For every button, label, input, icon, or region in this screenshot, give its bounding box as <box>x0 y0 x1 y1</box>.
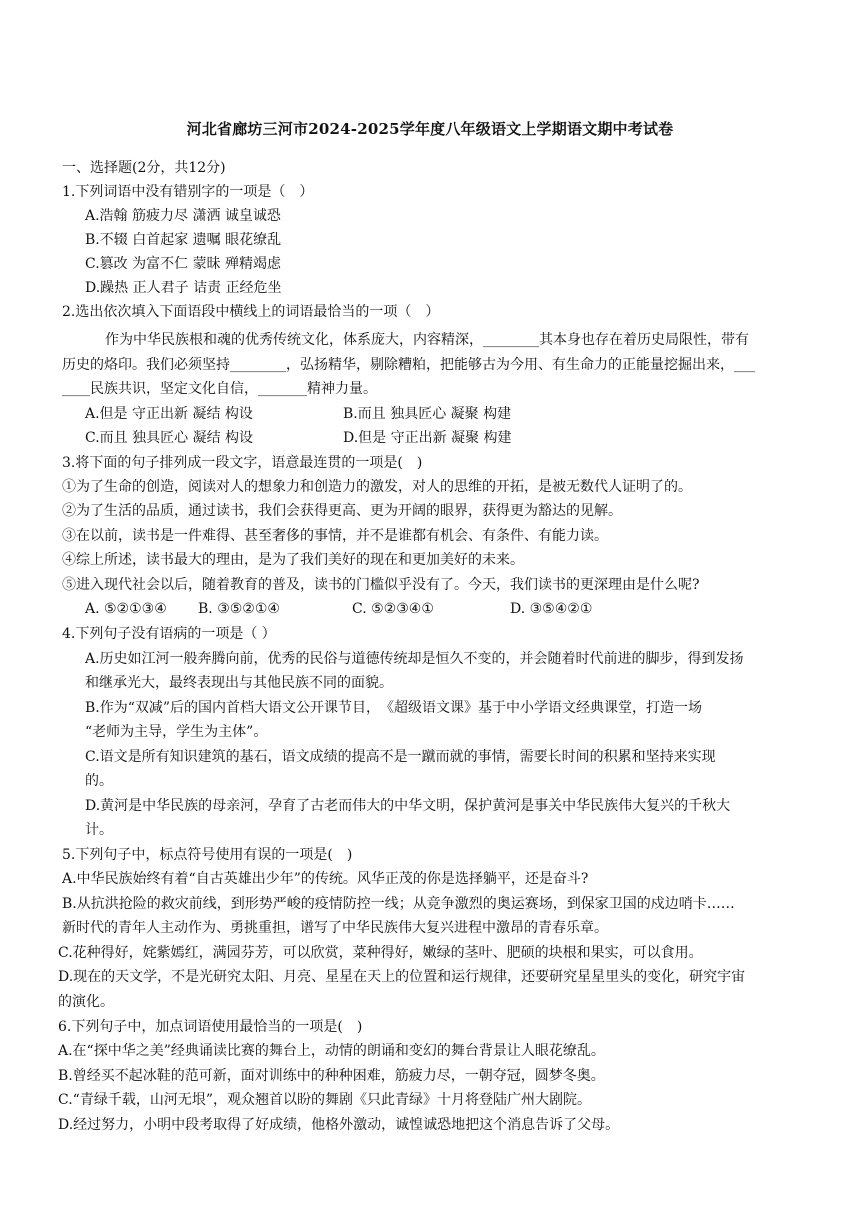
question-5-stem: 5.下列句子中，标点符号使用有误的一项是( ) <box>62 847 353 863</box>
question-4-stem: 4.下列句子没有语病的一项是（ ） <box>62 626 276 642</box>
question-2-option-a: A.但是 守正出新 凝结 构设 <box>85 406 253 422</box>
question-6-option-c: C.“青绿千载，山河无垠”，观众翘首以盼的舞剧《只此青绿》十月将登陆广州大剧院。 <box>58 1092 591 1108</box>
question-1-option-d: D.躁热 正人君子 诘责 正经危坐 <box>85 280 282 296</box>
question-4-option-b-line-2: “老师为主导，学生为主体”。 <box>85 724 268 740</box>
question-4-option-b-line-1: B.作为“双减”后的国内首档大语文公开课节目， 《超级语文课》基于中小学语文经典课堂，打造一场 <box>85 700 703 716</box>
question-3-sentence-1: ①为了生命的创造，阅读对人的想象力和创造力的激发，对人的思维的开拓，是被无数代人证明了的。 <box>62 479 692 495</box>
question-2-option-c: C.而且 独具匠心 凝结 构设 <box>85 430 254 446</box>
question-1-option-a: A.浩翰 筋疲力尽 潇洒 诚皇诚恐 <box>85 208 281 224</box>
question-3-sentence-2: ②为了生活的品质，通过读书，我们会获得更高、更为开阔的眼界，获得更为豁达的见解。 <box>62 503 622 519</box>
question-4-option-d-line-2: 计。 <box>85 822 113 838</box>
question-2-passage-line-1: 作为中华民族根和魂的优秀传统文化，体系庞大，内容精深，________其本身也存在着历史局限性，带有 <box>105 332 749 348</box>
question-5-option-c: C.花种得好，姹紫嫣红，满园芬芳，可以欣赏，菜种得好，嫩绿的茎叶、肥硕的块根和果实，可以食用。 <box>58 945 703 961</box>
question-4-option-c-line-1: C.语文是所有知识建筑的基石，语文成绩的提高不是一蹴而就的事情，需要长时间的积累和坚持来实现 <box>85 749 716 765</box>
question-1-stem: 1.下列词语中没有错别字的一项是（ ） <box>62 184 314 200</box>
section-heading: 一、选择题(2分，共12分) <box>62 160 226 176</box>
question-2-option-b: B.而且 独具匠心 凝聚 构建 <box>343 406 512 422</box>
question-5-option-b-line-1: B.从抗洪抢险的救灾前线，到形势严峻的疫情防控一线；从竞争激烈的奥运赛场，到保家卫国的戍边哨卡…… <box>62 896 735 912</box>
question-2-option-d: D.但是 守正出新 凝聚 构建 <box>343 430 512 446</box>
question-3-option-a: A. ⑤②①③④ <box>85 601 167 617</box>
question-6-option-a: A.在“探中华之美”经典诵读比赛的舞台上，动情的朗诵和变幻的舞台背景让人眼花缭乱。 <box>58 1043 605 1059</box>
question-1-option-b: B.不辍 白首起家 遗嘱 眼花缭乱 <box>85 232 282 248</box>
question-3-sentence-4: ④综上所述，读书最大的理由，是为了我们美好的现在和更加美好的未来。 <box>62 552 524 568</box>
question-3-stem: 3.将下面的句子排列成一段文字，语意最连贯的一项是( ) <box>62 455 423 471</box>
question-3-sentence-3: ③在以前，读书是一件难得、甚至奢侈的事情，并不是谁都有机会、有条件、有能力读。 <box>62 528 608 544</box>
question-6-option-b: B.曾经买不起冰鞋的范可新，面对训练中的种种困难，筋疲力尽，一朝夺冠，圆梦冬奥。 <box>58 1068 605 1084</box>
question-3-option-b: B. ③⑤②①④ <box>198 601 280 617</box>
question-5-option-d-line-1: D.现在的天文学，不是光研究太阳、月亮、星星在天上的位置和运行规律，还要研究星星里头的变化，研究宇宙 <box>58 969 746 985</box>
exam-title: 河北省廊坊三河市2024-2025学年度八年级语文上学期语文期中考试卷 <box>186 120 674 138</box>
question-6-option-d: D.经过努力，小明中段考取得了好成绩，他格外激动，诚惶诚恐地把这个消息告诉了父母。 <box>58 1117 620 1133</box>
question-1-option-c: C.篡改 为富不仁 蒙昧 殚精竭虑 <box>85 256 282 272</box>
question-2-stem: 2.选出依次填入下面语段中横线上的词语最恰当的一项（ ） <box>62 304 440 320</box>
question-5-option-b-line-2: 新时代的青年人主动作为、勇挑重担，谱写了中华民族伟大复兴进程中激昂的青春乐章。 <box>62 920 608 936</box>
question-4-option-c-line-2: 的。 <box>85 773 113 789</box>
question-2-passage-line-3: ____民族共识，坚定文化自信，_______精神力量。 <box>62 381 377 397</box>
question-4-option-d-line-1: D.黄河是中华民族的母亲河，孕育了古老而伟大的中华文明，保护黄河是事关中华民族伟大复兴的千秋大 <box>85 798 731 814</box>
question-2-passage-line-2: 历史的烙印。我们必须坚持________，弘扬精华，剔除糟粕，把能够古为今用、有生命力的正能量挖掘出来，___ <box>62 357 755 373</box>
question-5-option-a: A.中华民族始终有着“自古英雄出少年”的传统。风华正茂的你是选择躺平，还是奋斗? <box>62 871 589 887</box>
question-6-stem: 6.下列句子中，加点词语使用最恰当的一项是( ) <box>58 1019 363 1035</box>
question-4-option-a-line-2: 和继承光大，最终表现出与其他民族不同的面貌。 <box>85 675 393 691</box>
question-4-option-a-line-1: A.历史如江河一般奔腾向前，优秀的民俗与道德传统却是恒久不变的，并会随着时代前进的脚步，得到发扬 <box>85 651 744 667</box>
question-3-sentence-5: ⑤进入现代社会以后，随着教育的普及，读书的门槛似乎没有了。今天，我们读书的更深理由是什么呢? <box>62 577 700 593</box>
question-5-option-d-line-2: 的演化。 <box>58 994 114 1010</box>
question-3-option-d: D. ③⑤④②① <box>510 601 593 617</box>
question-3-option-c: C. ⑤②③④① <box>352 601 434 617</box>
